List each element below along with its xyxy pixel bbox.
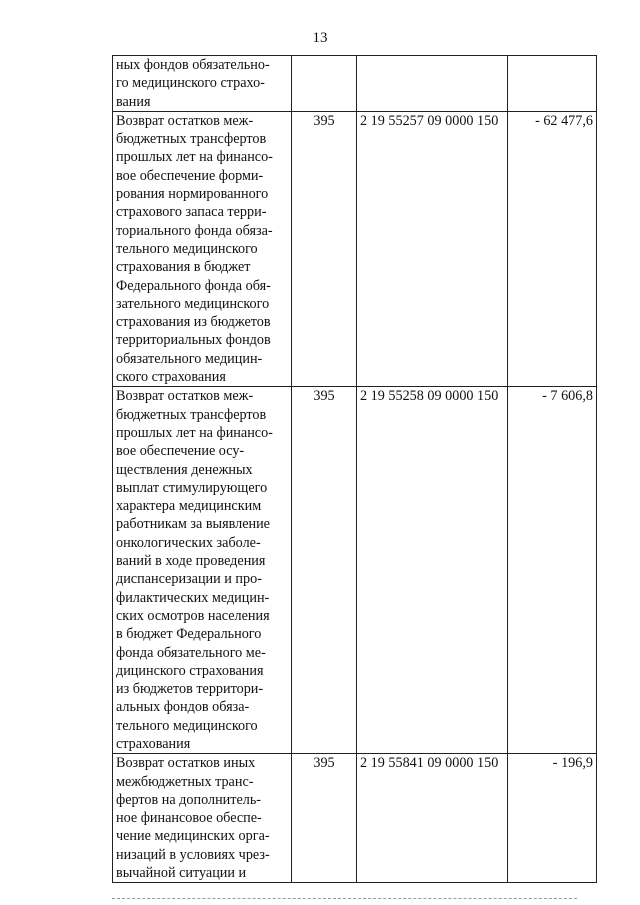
budget-code-cell bbox=[357, 56, 508, 112]
row-description: Возврат остатков иных межбюджетных транс- фертов на дополнитель- ное финансовое обеспе- чение медицинских орга- низаций в условиях чрез- вычайной ситуации и bbox=[113, 754, 292, 883]
budget-code-cell: 2 19 55257 09 0000 150 bbox=[357, 111, 508, 386]
amount-cell: - 62 477,6 bbox=[508, 111, 597, 386]
amount-cell: - 196,9 bbox=[508, 754, 597, 883]
budget-table bbox=[112, 55, 597, 883]
page-number: 13 bbox=[312, 30, 328, 46]
row-description: Возврат остатков меж- бюджетных трансфертов прошлых лет на финансо- вое обеспечение осу- ществления денежных выплат стимулирующего характера медицинским работникам за выявление онкологических заболе- ваний в ходе проведения диспансеризации и про- филактических медицин- ских осмотров населения в бюджет Федерального фонда обязательного ме- дицинского страхования из бюджетов территори- альных фондов обяза- тельного медицинского страхования bbox=[113, 387, 292, 754]
table-row bbox=[113, 56, 597, 112]
row-description: Возврат остатков меж- бюджетных трансфертов прошлых лет на финансо- вое обеспечение форми- рования нормированного страхового запаса терри- ториального фонда обяза- тельного медицинского страхования в бюджет Федерального фонда обя- зательного медицинского страхования из бюджетов территориальных фондов обязательного медицин- ского страхования bbox=[113, 111, 292, 386]
admin-code-cell: 395 bbox=[292, 754, 357, 883]
admin-code-cell bbox=[292, 56, 357, 112]
admin-code-cell: 395 bbox=[292, 111, 357, 386]
page-bottom-rule bbox=[112, 898, 577, 899]
table-row bbox=[113, 111, 597, 386]
admin-code-cell: 395 bbox=[292, 387, 357, 754]
table-row bbox=[113, 754, 597, 883]
amount-cell: - 7 606,8 bbox=[508, 387, 597, 754]
row-description: ных фондов обязательно- го медицинского страхо- вания bbox=[113, 56, 292, 112]
budget-code-cell: 2 19 55258 09 0000 150 bbox=[357, 387, 508, 754]
table-row bbox=[113, 387, 597, 754]
budget-code-cell: 2 19 55841 09 0000 150 bbox=[357, 754, 508, 883]
amount-cell bbox=[508, 56, 597, 112]
